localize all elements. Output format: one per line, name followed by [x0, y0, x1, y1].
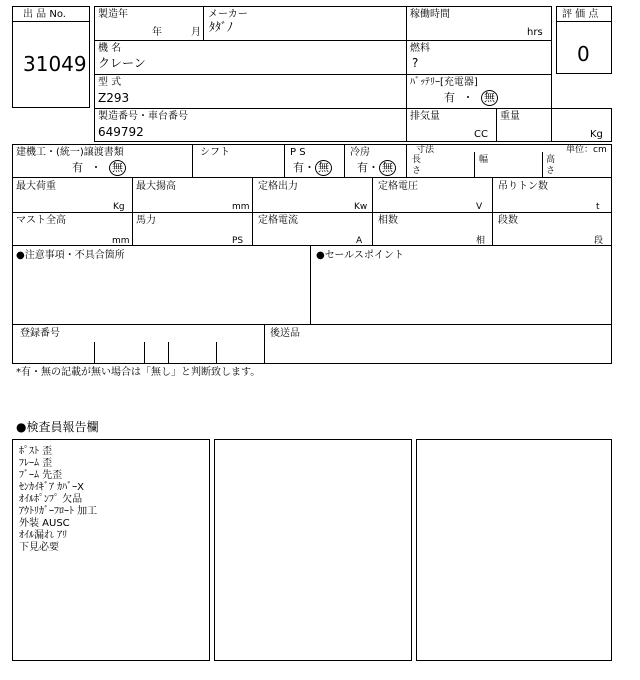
height-sub: さ	[546, 166, 556, 176]
cooling-label: 冷房	[350, 147, 370, 158]
model-name-value: クレーン	[98, 56, 146, 70]
transfer-choice	[72, 160, 126, 176]
hours-label: 稼働時間	[410, 9, 450, 20]
report-line: ｱｳﾄﾘｶﾞｰﾌﾛｰﾄ 加工	[19, 506, 98, 517]
score-value: 0	[577, 42, 590, 66]
lot-number-box	[12, 6, 90, 108]
rated-current-unit: A	[356, 236, 363, 246]
weight-unit: Kg	[590, 129, 603, 140]
notes-area	[12, 246, 612, 364]
max-lift-label: 最大揚高	[136, 181, 176, 192]
type-label: 型 式	[98, 77, 122, 88]
report-line: 下見必要	[19, 542, 59, 553]
ps-no-circled: 無	[315, 160, 332, 176]
year-label: 製造年	[98, 9, 128, 20]
rated-output-label: 定格出力	[258, 181, 298, 192]
report-line: 外装 AUSC	[19, 518, 70, 529]
weight-label: 重量	[500, 111, 520, 122]
mast-height-unit: mm	[112, 236, 130, 246]
cooling-dot: ・	[368, 161, 379, 174]
dims-unit-note: 単位：cm	[566, 145, 607, 155]
sling-ton-label: 吊りトン数	[498, 181, 548, 192]
phase-unit: 相	[476, 236, 486, 246]
report-title: ●検査員報告欄	[16, 420, 99, 434]
serial-value: 649792	[98, 125, 144, 139]
report-box-1	[12, 439, 210, 661]
ps-dot: ・	[304, 161, 315, 174]
registration-label: 登録番号	[20, 328, 60, 339]
max-load-label: 最大荷重	[16, 181, 56, 192]
battery-no-circled: 無	[481, 90, 498, 106]
type-value: Z293	[98, 91, 130, 105]
fuel-label: 燃料	[410, 43, 430, 54]
hours-unit: hrs	[527, 27, 543, 38]
caution-label: ●注意事項・不具合箇所	[16, 250, 125, 261]
maker-label: メーカー	[208, 9, 248, 20]
fuel-value: ?	[412, 56, 419, 70]
report-box-2	[214, 439, 412, 661]
displacement-unit: CC	[474, 129, 488, 140]
cooling-choice	[357, 160, 396, 176]
month-unit: 月	[191, 27, 201, 38]
dims-label: 寸法	[416, 145, 435, 155]
model-name-label: 機 名	[98, 43, 122, 54]
phase-label: 相数	[378, 215, 398, 226]
horsepower-unit: PS	[232, 236, 244, 246]
report-line: ｵｲﾙ漏れ ｱﾘ	[19, 530, 68, 541]
cooling-no-circled: 無	[379, 160, 396, 176]
rated-current-label: 定格電流	[258, 215, 298, 226]
battery-yes: 有	[444, 91, 455, 104]
transfer-no-circled: 無	[109, 160, 126, 176]
battery-dot: ・	[462, 91, 474, 104]
width-label: 幅	[479, 155, 489, 165]
rated-output-unit: Kw	[354, 202, 368, 212]
shift-label: シフト	[200, 147, 230, 158]
report-box-3	[416, 439, 612, 661]
report-line: ｵｲﾙﾎﾟﾝﾌﾟ 欠品	[19, 494, 83, 505]
sales-point-label: ●セールスポイント	[316, 250, 404, 261]
maker-value: ﾀﾀﾞﾉ	[209, 20, 234, 34]
shipping-label: 後送品	[270, 328, 300, 339]
report-lines	[19, 446, 97, 554]
cooling-yes: 有	[357, 161, 368, 174]
score-box	[556, 6, 612, 74]
score-label: 評 価 点	[562, 9, 599, 20]
report-line: ﾎﾟｽﾄ 歪	[19, 446, 53, 457]
rated-voltage-unit: V	[476, 202, 483, 212]
horsepower-label: 馬力	[136, 215, 156, 226]
displacement-label: 排気量	[410, 111, 440, 122]
max-load-unit: Kg	[113, 202, 125, 212]
mast-height-label: マスト全高	[16, 215, 66, 226]
transfer-dot: ・	[90, 161, 102, 174]
height-label: 高	[546, 155, 556, 165]
serial-label: 製造番号・車台番号	[98, 111, 188, 122]
max-lift-unit: mm	[232, 202, 250, 212]
transfer-docs-label: 建機工・(統一)譲渡書類	[16, 147, 124, 158]
lot-number-label: 出 品 No.	[23, 9, 66, 20]
lot-number-value: 31049	[23, 52, 87, 76]
report-line: ｾﾝｶｲｷﾞｱ ｶﾊﾞｰX	[19, 482, 85, 493]
length-sub: さ	[412, 166, 422, 176]
ps-label: P S	[290, 147, 306, 158]
footnote: *有・無の記載が無い場合は「無し」と判断致します。	[16, 367, 261, 378]
steps-unit: 段	[594, 236, 604, 246]
length-label: 長	[412, 155, 422, 165]
battery-label: ﾊﾞｯﾃﾘｰ[充電器]	[410, 77, 478, 88]
report-line: ﾌﾞｰﾑ 先歪	[19, 470, 63, 481]
report-line: ﾌﾚｰﾑ 歪	[19, 458, 53, 469]
ps-yes: 有	[293, 161, 304, 174]
ps-choice	[293, 160, 332, 176]
battery-choice	[444, 90, 498, 106]
transfer-yes: 有	[72, 161, 83, 174]
sling-ton-unit: t	[596, 202, 600, 212]
year-unit: 年	[152, 27, 162, 38]
steps-label: 段数	[498, 215, 518, 226]
rated-voltage-label: 定格電圧	[378, 181, 418, 192]
